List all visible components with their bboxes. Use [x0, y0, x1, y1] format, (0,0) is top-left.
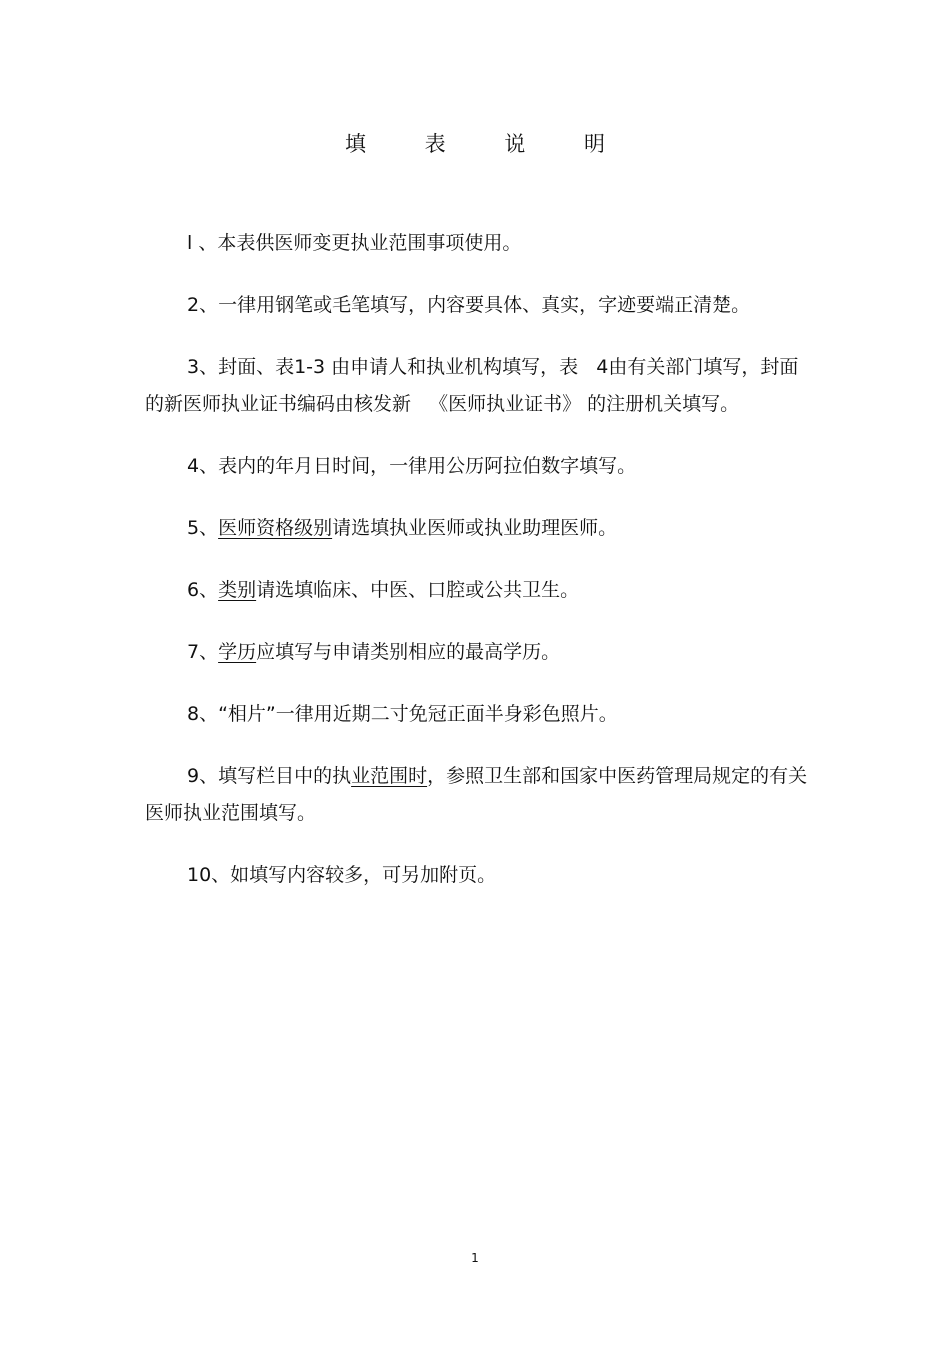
instruction-item-9	[145, 758, 810, 832]
page-title: 填 表 说 明	[344, 132, 632, 156]
instruction-item-3: 3、封面、表1-3 由申请人和执业机构填写，表 4由有关部门填写，封面的新医师执业证书编码由核发新 《医师执业证书》 的注册机关填写。	[145, 356, 799, 415]
instruction-item-9-rest: ，参照卫生部和国家中医药管理局规定的有关医师执业范围填写。	[145, 765, 808, 824]
instruction-item-4: 4、表内的年月日时间，一律用公历阿拉伯数字填写。	[187, 455, 637, 477]
instruction-item-10: 10、如填写内容较多，可另加附页。	[187, 864, 497, 886]
instruction-item-6-rest: 请选填临床、中医、口腔或公共卫生。	[256, 579, 580, 601]
instruction-item-5	[145, 510, 810, 547]
instruction-item-6	[145, 572, 810, 609]
instruction-item-7-underlined: 学历	[218, 641, 257, 663]
instruction-item-9-underlined: 业范围时	[351, 765, 428, 787]
instruction-item-9-prefix: 9、填写栏目中的执	[187, 765, 352, 787]
instruction-list	[145, 225, 810, 919]
instruction-item-6-underlined: 类别	[218, 579, 257, 601]
page-number: 1	[471, 1251, 479, 1265]
instruction-item-5-prefix: 5、	[187, 517, 219, 539]
instruction-item-6-prefix: 6、	[187, 579, 219, 601]
instruction-item-7	[145, 634, 810, 671]
instruction-item-7-rest: 应填写与申请类别相应的最高学历。	[256, 641, 561, 663]
instruction-item-5-underlined: 医师资格级别	[218, 517, 333, 539]
instruction-item-5-rest: 请选填执业医师或执业助理医师。	[332, 517, 618, 539]
instruction-item-8: 8、“相片”一律用近期二寸免冠正面半身彩色照片。	[187, 703, 618, 725]
instruction-item-7-prefix: 7、	[187, 641, 219, 663]
instruction-item-1: l 、本表供医师变更执业范围事项使用。	[187, 232, 522, 254]
instruction-item-2: 2、一律用钢笔或毛笔填写，内容要具体、真实，字迹要端正清楚。	[187, 294, 751, 316]
